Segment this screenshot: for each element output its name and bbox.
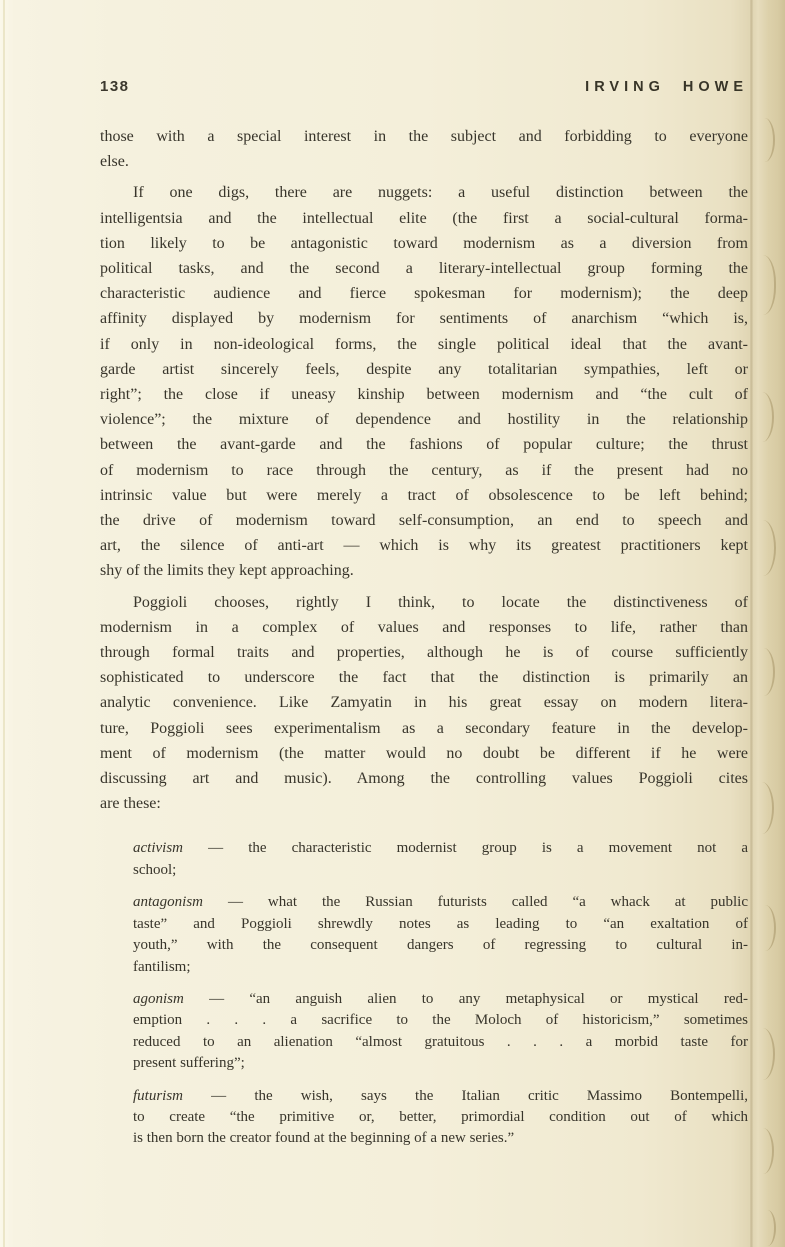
page-left-edge (3, 0, 5, 1247)
definition-line: agonism — “an anguish alien to any metaphysical or mystical red- (133, 990, 748, 1007)
definition-term: agonism (133, 990, 184, 1007)
definition-term: futurism (133, 1087, 184, 1104)
page-edge-mark (763, 1210, 776, 1246)
text-line: political tasks, and the second a literary-intellectual group forming the (100, 260, 748, 278)
definition-line: emption . . . a sacrifice to the Moloch of historicism,” sometimes (133, 1012, 748, 1029)
definition-item (133, 892, 748, 978)
text-line: else. (100, 153, 129, 171)
text-line: through formal traits and properties, although he is of course sufficiently (100, 644, 748, 662)
text-line: analytic convenience. Like Zamyatin in his great essay on modern litera- (100, 694, 748, 712)
definition-line: is then born the creator found at the beginning of a new series.” (133, 1130, 515, 1147)
page-edge-mark (762, 648, 775, 696)
body-text (100, 124, 748, 1161)
text-line: are these: (100, 795, 161, 813)
text-line: ture, Poggioli sees experimentalism as a secondary feature in the develop- (100, 719, 748, 737)
text-line: discussing art and music). Among the controlling values Poggioli cites (100, 770, 748, 788)
page-edge-mark (761, 782, 774, 834)
definition-line: taste” and Poggioli shrewdly notes as leading to “an exaltation of (133, 915, 748, 932)
definition-item (133, 989, 748, 1075)
text-line: those with a special interest in the subject and forbidding to everyone (100, 128, 748, 145)
definition-term: activism (133, 840, 183, 857)
text-line: tion likely to be antagonistic toward modernism as a diversion from (100, 234, 748, 252)
definition-line: activism — the characteristic modernist group is a movement not a (133, 840, 748, 857)
page-edge-crease (750, 0, 753, 1247)
text-line: shy of the limits they kept approaching. (100, 562, 354, 580)
definition-line: antagonism — what the Russian futurists called “a whack at public (133, 894, 748, 911)
text-line: modernism in a complex of values and responses to life, rather than (100, 618, 748, 636)
text-line: if only in non-ideological forms, the single political ideal that the avant- (100, 335, 748, 353)
running-header (100, 78, 748, 95)
definitions-list (133, 838, 748, 1149)
definition-line: to create “the primitive or, better, primordial condition out of which (133, 1108, 748, 1125)
definition-item (133, 838, 748, 881)
definition-line: school; (133, 861, 177, 878)
text-line: intrinsic value but were merely a tract of obsolescence to be left behind; (100, 486, 748, 504)
text-line: between the avant-garde and the fashions of popular culture; the thrust (100, 436, 748, 454)
definition-line: youth,” with the consequent dangers of regressing to cultural in- (133, 937, 748, 954)
paragraphs-container (100, 124, 748, 816)
page-edge-mark (763, 520, 776, 576)
paragraph (100, 124, 748, 174)
definition-item (133, 1086, 748, 1150)
page-edge-mark (761, 1128, 774, 1174)
text-line: of modernism to race through the century, as if the present had no (100, 461, 748, 479)
running-title: IRVING HOWE (585, 79, 748, 95)
text-line: the drive of modernism toward self-consumption, an end to speech and (100, 512, 748, 530)
page-edge-mark (761, 392, 774, 442)
definition-line: futurism — the wish, says the Italian critic Massimo Bontempelli, (133, 1087, 748, 1104)
text-line: art, the silence of anti-art — which is why its greatest practitioners kept (100, 537, 748, 555)
page-edge-mark (763, 905, 776, 951)
definition-line: present suffering”; (133, 1055, 245, 1072)
definition-term: antagonism (133, 894, 204, 911)
paragraph (100, 590, 748, 817)
text-line: characteristic audience and fierce spokesman for modernism); the deep (100, 285, 748, 303)
page-edge-mark (762, 1028, 775, 1080)
text-line: garde artist sincerely feels, despite any totalitarian sympathies, left or (100, 360, 748, 378)
page-edge-mark (763, 255, 776, 315)
text-line: If one digs, there are nuggets: a useful distinction between the (133, 184, 748, 202)
text-line: intelligentsia and the intellectual elite (the first a social-cultural forma- (100, 209, 748, 227)
text-line: right”; the close if uneasy kinship between modernism and “the cult of (100, 386, 748, 404)
definition-line: fantilism; (133, 958, 191, 975)
text-line: Poggioli chooses, rightly I think, to locate the distinctiveness of (133, 593, 748, 611)
text-line: violence”; the mixture of dependence and hostility in the relationship (100, 411, 748, 429)
page-number: 138 (100, 78, 130, 95)
text-line: ment of modernism (the matter would no doubt be different if he were (100, 744, 748, 762)
definition-line: reduced to an alienation “almost gratuitous . . . a morbid taste for (133, 1033, 748, 1050)
text-line: affinity displayed by modernism for sentiments of anarchism “which is, (100, 310, 748, 328)
paragraph (100, 180, 748, 583)
text-line: sophisticated to underscore the fact that the distinction is primarily an (100, 669, 748, 687)
page-edge-mark (762, 118, 775, 162)
